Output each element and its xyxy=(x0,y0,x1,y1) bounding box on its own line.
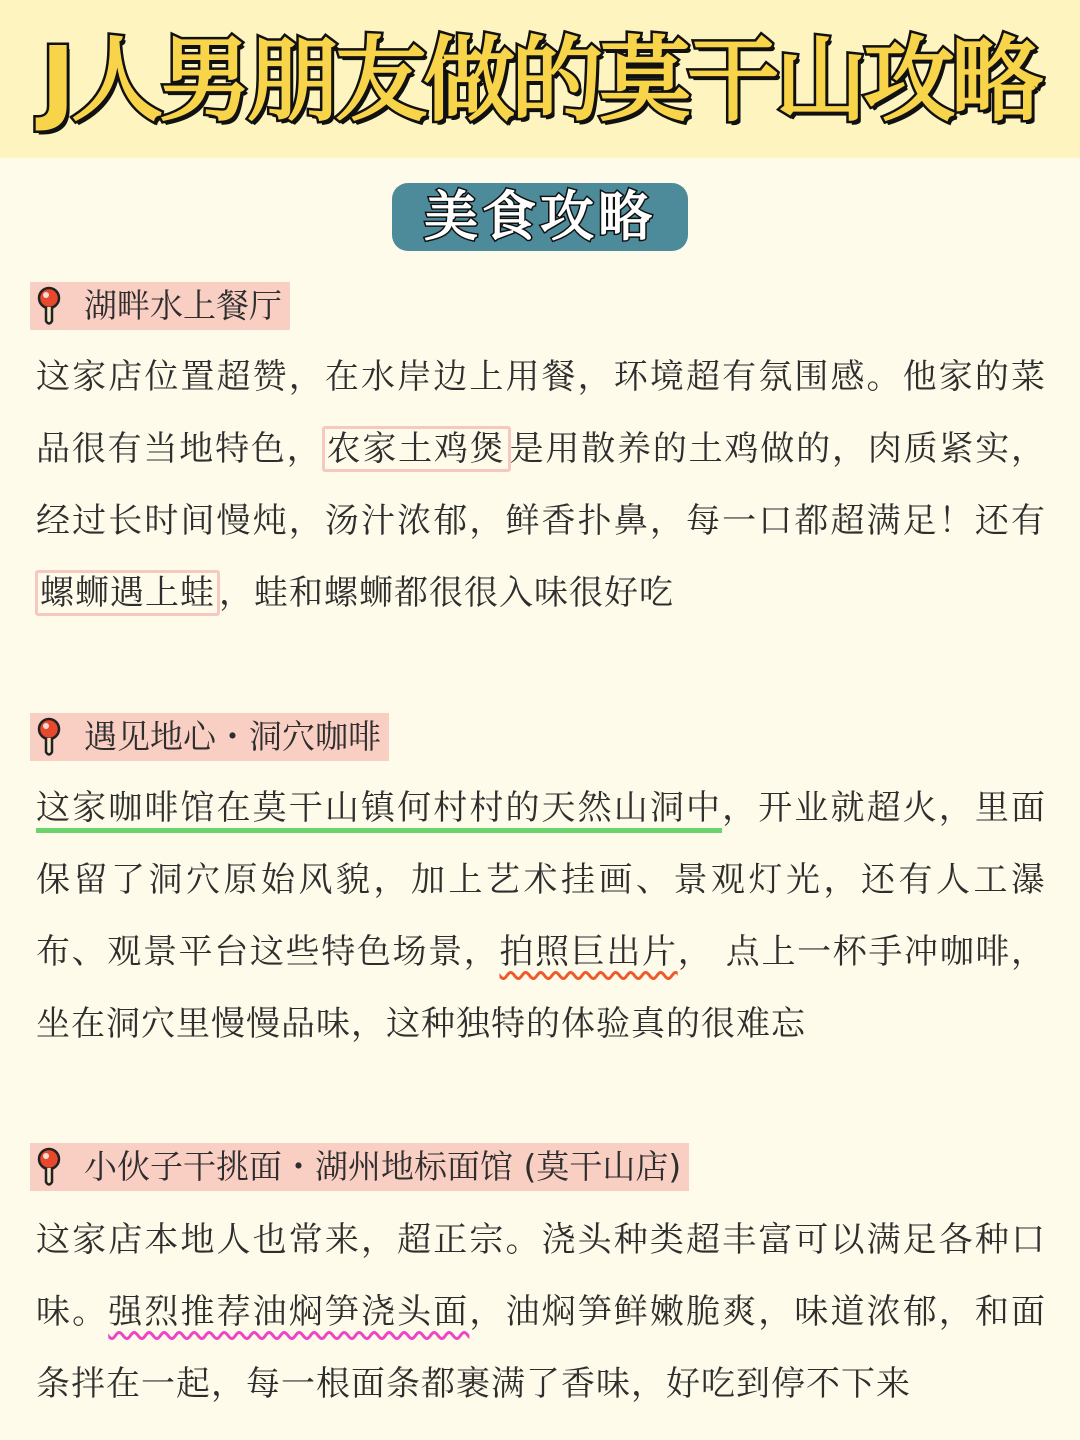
pin-icon xyxy=(34,717,64,757)
section-label: 美食攻略 xyxy=(424,185,656,248)
shop-description-3 xyxy=(36,1204,1046,1420)
text-span: 这家店位置超赞，在水岸边上用餐，环境超有氛围感。他家的菜品很有当地特色， xyxy=(36,357,1046,469)
highlight-location: 这家咖啡馆在莫干山镇何村村的天然山洞中 xyxy=(36,788,722,833)
highlight-photo: 拍照巨出片 xyxy=(499,932,678,972)
highlight-dish: 强烈推荐油焖笋浇头面 xyxy=(108,1292,470,1332)
text-span: ，开业就超火，里面保留了洞穴原始风貌，加上艺术挂画、景观灯光，还有人工瀑布、观景平台这些特色场景， xyxy=(36,788,1047,972)
text-span: ， 点上一杯手冲咖啡，坐在洞穴里慢慢品味，这种独特的体验真的很难忘 xyxy=(36,932,1047,1044)
text-span: 这家店本地人也常来，超正宗。浇头种类超丰富可以满足各种口味。 xyxy=(36,1220,1046,1332)
highlight-dish: 农家土鸡煲 xyxy=(322,426,511,472)
shop-description-1 xyxy=(36,341,1046,629)
shop-description-2 xyxy=(36,772,1046,1060)
shop-title-2 xyxy=(30,713,389,761)
shop-name: 遇见地心・洞穴咖啡 xyxy=(84,717,381,756)
highlight-dish: 螺蛳遇上蛙 xyxy=(35,570,220,616)
shop-title-1 xyxy=(30,282,290,330)
shop-title-3 xyxy=(30,1143,689,1191)
text-span: ，油焖笋鲜嫩脆爽，味道浓郁，和面条拌在一起，每一根面条都裹满了香味，好吃到停不下来 xyxy=(36,1292,1047,1404)
pin-icon xyxy=(34,1147,64,1187)
section-badge xyxy=(392,183,688,251)
pin-icon xyxy=(34,286,64,326)
shop-name: 湖畔水上餐厅 xyxy=(84,286,282,325)
shop-name: 小伙子干挑面・湖州地标面馆 (莫干山店) xyxy=(84,1147,682,1186)
text-span: 是用散养的土鸡做的，肉质紧实，经过长时间慢炖，汤汁浓郁，鲜香扑鼻，每一口都超满足！还有 xyxy=(36,429,1047,541)
text-span: ，蛙和螺蛳都很很入味很好吃 xyxy=(219,573,674,613)
page-title: J人男朋友做的莫干山攻略 xyxy=(40,27,1040,134)
